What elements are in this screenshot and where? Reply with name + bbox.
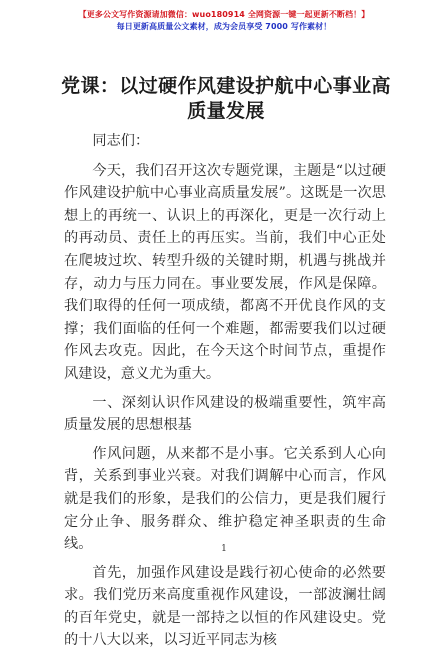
- body-paragraph: 作风问题，从来都不是小事。它关系到人心向背，关系到事业兴衰。对我们调解中心而言，作风就是我们的形象，是我们的公信力，更是我们履行定分止争、服务群众、维护稳定神圣职责的生命线。: [64, 445, 386, 553]
- section-heading: 一、深刻认识作风建设的极端重要性，筑牢高质量发展的思想根基: [64, 394, 386, 434]
- salutation: 同志们：: [92, 133, 150, 149]
- promo-banner-line-2: 每日更新高质量公文素材，成为会员享受 7000 写作素材！: [116, 22, 332, 31]
- document-body: [64, 130, 386, 658]
- page-number: 1: [221, 544, 227, 554]
- promo-banner-line-1: 【更多公文写作资源请加微信：wuo180914 全网资源一键一起更新不断档！】: [78, 10, 370, 19]
- body-paragraph: 首先，加强作风建设是践行初心使命的必然要求。我们党历来高度重视作风建设，一部波澜壮阔的百年党史，就是一部持之以恒的作风建设史。党的十八大以来，以习近平同志为核: [64, 564, 386, 649]
- document-title: 党课：以过硬作风建设护航中心事业高质量发展: [61, 75, 391, 122]
- body-paragraph: 今天，我们召开这次专题党课，主题是“以过硬作风建设护航中心事业高质量发展”。这既是一次思想上的再统一、认识上的再深化，更是一次行动上的再动员、责任上的再压实。当前，我们中心正处在爬坡过坎、转型升级的关键时期，机遇与挑战并存，动力与压力同在。事业要发展，作风是保障。我们取得的任何一项成绩，都离不开优良作风的支撑；我们面临的任何一个难题，都需要我们以过硬作风去攻克。因此，在今天这个时间节点，重提作风建设，意义尤为重大。: [64, 162, 386, 382]
